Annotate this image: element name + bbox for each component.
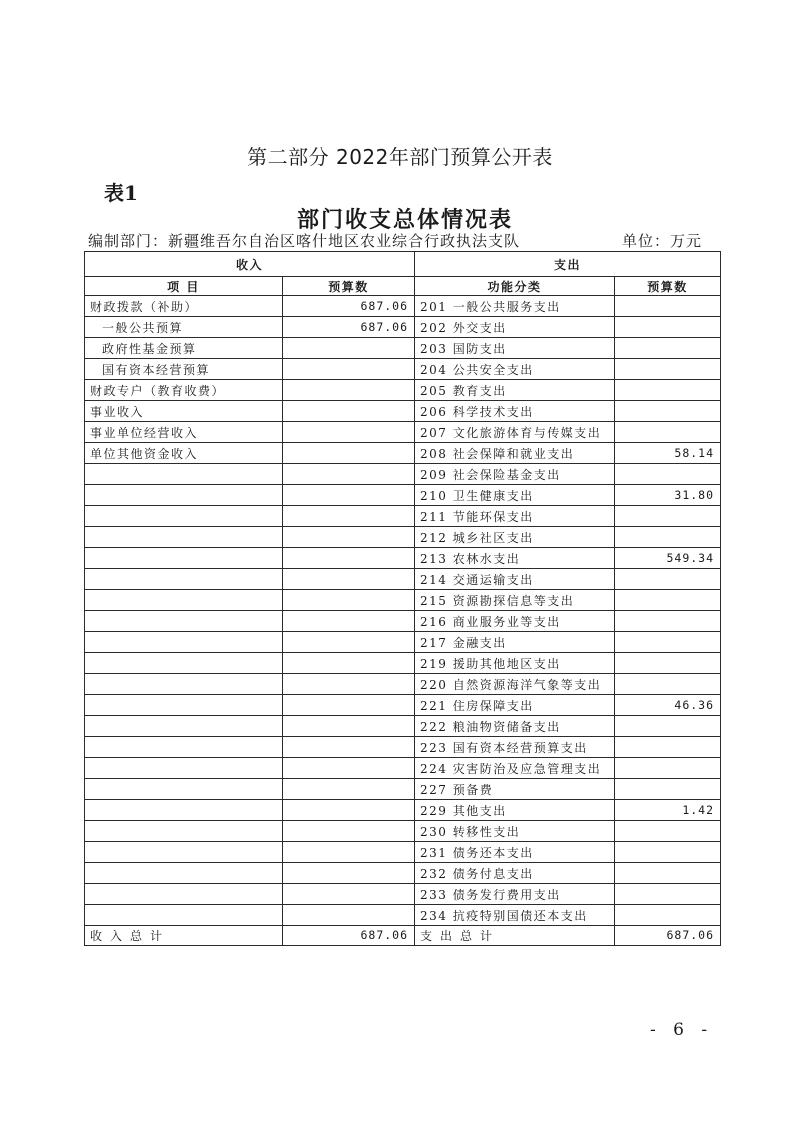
budget-summary-table bbox=[84, 251, 721, 946]
expense-item-value bbox=[615, 359, 721, 380]
table-body bbox=[85, 296, 721, 926]
table-row bbox=[85, 380, 721, 401]
expense-item-value bbox=[615, 569, 721, 590]
expense-item-value bbox=[615, 716, 721, 737]
income-empty-cell bbox=[283, 611, 415, 632]
expense-item-label: 213 农林水支出 bbox=[415, 548, 615, 569]
expense-section-header: 支出 bbox=[415, 252, 721, 277]
income-empty-cell bbox=[85, 884, 283, 905]
income-empty-cell bbox=[283, 737, 415, 758]
expense-item-value bbox=[615, 611, 721, 632]
table-row bbox=[85, 884, 721, 905]
income-empty-cell bbox=[283, 863, 415, 884]
income-empty-cell bbox=[85, 842, 283, 863]
income-empty-cell bbox=[283, 590, 415, 611]
income-item-label: 财政拨款（补助） bbox=[85, 296, 283, 317]
table-row bbox=[85, 590, 721, 611]
income-empty-cell bbox=[283, 674, 415, 695]
income-empty-cell bbox=[85, 821, 283, 842]
expense-item-label: 232 债务付息支出 bbox=[415, 863, 615, 884]
income-item-label: 财政专户（教育收费） bbox=[85, 380, 283, 401]
expense-item-label: 220 自然资源海洋气象等支出 bbox=[415, 674, 615, 695]
expense-item-label: 210 卫生健康支出 bbox=[415, 485, 615, 506]
income-empty-cell bbox=[85, 905, 283, 926]
total-row bbox=[85, 926, 721, 946]
income-empty-cell bbox=[85, 464, 283, 485]
income-total-label: 收入总计 bbox=[85, 926, 283, 946]
income-empty-cell bbox=[85, 653, 283, 674]
income-section-header: 收入 bbox=[85, 252, 415, 277]
income-empty-cell bbox=[85, 863, 283, 884]
income-amount-header: 预算数 bbox=[283, 277, 415, 296]
income-empty-cell bbox=[85, 800, 283, 821]
table-row bbox=[85, 506, 721, 527]
income-item-label: 单位其他资金收入 bbox=[85, 443, 283, 464]
income-item-value bbox=[283, 401, 415, 422]
table-row bbox=[85, 800, 721, 821]
table-row bbox=[85, 422, 721, 443]
expense-item-label: 221 住房保障支出 bbox=[415, 695, 615, 716]
income-empty-cell bbox=[283, 758, 415, 779]
table-row bbox=[85, 779, 721, 800]
expense-item-value bbox=[615, 821, 721, 842]
income-total-value: 687.06 bbox=[283, 926, 415, 946]
compiling-department: 编制部门：新疆维吾尔自治区喀什地区农业综合行政执法支队 bbox=[88, 232, 521, 250]
expense-category-header: 功能分类 bbox=[415, 277, 615, 296]
expense-item-value bbox=[615, 317, 721, 338]
expense-item-label: 231 债务还本支出 bbox=[415, 842, 615, 863]
expense-item-label: 201 一般公共服务支出 bbox=[415, 296, 615, 317]
expense-item-value bbox=[615, 842, 721, 863]
table-row bbox=[85, 695, 721, 716]
expense-item-value: 58.14 bbox=[615, 443, 721, 464]
expense-item-label: 214 交通运输支出 bbox=[415, 569, 615, 590]
expense-item-value: 46.36 bbox=[615, 695, 721, 716]
table-row bbox=[85, 758, 721, 779]
income-empty-cell bbox=[85, 779, 283, 800]
income-empty-cell bbox=[85, 569, 283, 590]
expense-item-value bbox=[615, 737, 721, 758]
expense-item-value bbox=[615, 296, 721, 317]
table-row bbox=[85, 338, 721, 359]
table-row bbox=[85, 863, 721, 884]
expense-item-label: 217 金融支出 bbox=[415, 632, 615, 653]
income-item-value: 687.06 bbox=[283, 317, 415, 338]
expense-item-value bbox=[615, 632, 721, 653]
expense-item-value: 1.42 bbox=[615, 800, 721, 821]
expense-item-label: 230 转移性支出 bbox=[415, 821, 615, 842]
expense-item-label: 223 国有资本经营预算支出 bbox=[415, 737, 615, 758]
expense-item-value bbox=[615, 590, 721, 611]
expense-amount-header: 预算数 bbox=[615, 277, 721, 296]
income-empty-cell bbox=[85, 632, 283, 653]
income-item-value: 687.06 bbox=[283, 296, 415, 317]
income-empty-cell bbox=[85, 548, 283, 569]
income-empty-cell bbox=[283, 779, 415, 800]
income-item-label: 事业收入 bbox=[85, 401, 283, 422]
expense-item-label: 234 抗疫特别国债还本支出 bbox=[415, 905, 615, 926]
income-item-value bbox=[283, 443, 415, 464]
expense-item-value bbox=[615, 905, 721, 926]
income-empty-cell bbox=[85, 527, 283, 548]
income-empty-cell bbox=[283, 548, 415, 569]
income-empty-cell bbox=[85, 590, 283, 611]
expense-item-label: 206 科学技术支出 bbox=[415, 401, 615, 422]
expense-item-label: 202 外交支出 bbox=[415, 317, 615, 338]
expense-item-label: 233 债务发行费用支出 bbox=[415, 884, 615, 905]
income-empty-cell bbox=[283, 506, 415, 527]
expense-item-label: 215 资源勘探信息等支出 bbox=[415, 590, 615, 611]
table-row bbox=[85, 548, 721, 569]
income-empty-cell bbox=[283, 905, 415, 926]
expense-item-label: 207 文化旅游体育与传媒支出 bbox=[415, 422, 615, 443]
section-header-row bbox=[85, 252, 721, 277]
expense-item-label: 219 援助其他地区支出 bbox=[415, 653, 615, 674]
table-row bbox=[85, 842, 721, 863]
income-empty-cell bbox=[283, 569, 415, 590]
expense-item-label: 209 社会保险基金支出 bbox=[415, 464, 615, 485]
expense-item-label: 224 灾害防治及应急管理支出 bbox=[415, 758, 615, 779]
income-empty-cell bbox=[85, 695, 283, 716]
income-empty-cell bbox=[283, 842, 415, 863]
table-row bbox=[85, 905, 721, 926]
expense-total-label: 支出总计 bbox=[415, 926, 615, 946]
expense-item-value bbox=[615, 863, 721, 884]
income-item-label: 一般公共预算 bbox=[85, 317, 283, 338]
income-item-header: 项 目 bbox=[85, 277, 283, 296]
expense-item-label: 229 其他支出 bbox=[415, 800, 615, 821]
table-label: 表1 bbox=[104, 181, 138, 205]
expense-item-label: 212 城乡社区支出 bbox=[415, 527, 615, 548]
expense-item-value bbox=[615, 779, 721, 800]
income-empty-cell bbox=[283, 695, 415, 716]
expense-item-value bbox=[615, 380, 721, 401]
table-row bbox=[85, 485, 721, 506]
income-empty-cell bbox=[283, 632, 415, 653]
page-number: - 6 - bbox=[650, 1020, 714, 1040]
table-row bbox=[85, 527, 721, 548]
income-empty-cell bbox=[283, 716, 415, 737]
expense-item-value bbox=[615, 758, 721, 779]
table-row bbox=[85, 737, 721, 758]
table-row bbox=[85, 821, 721, 842]
income-empty-cell bbox=[283, 800, 415, 821]
expense-item-value bbox=[615, 674, 721, 695]
income-empty-cell bbox=[283, 653, 415, 674]
income-empty-cell bbox=[283, 485, 415, 506]
income-item-value bbox=[283, 359, 415, 380]
table-row bbox=[85, 443, 721, 464]
income-item-value bbox=[283, 380, 415, 401]
table-title: 部门收支总体情况表 bbox=[296, 207, 513, 233]
table-row bbox=[85, 296, 721, 317]
income-empty-cell bbox=[85, 506, 283, 527]
expense-item-value bbox=[615, 338, 721, 359]
income-item-label: 事业单位经营收入 bbox=[85, 422, 283, 443]
expense-item-value bbox=[615, 506, 721, 527]
expense-item-value bbox=[615, 653, 721, 674]
table-row bbox=[85, 611, 721, 632]
table-row bbox=[85, 359, 721, 380]
column-header-row bbox=[85, 277, 721, 296]
table-row bbox=[85, 674, 721, 695]
income-empty-cell bbox=[283, 821, 415, 842]
income-empty-cell bbox=[85, 485, 283, 506]
expense-item-value bbox=[615, 401, 721, 422]
expense-item-label: 203 国防支出 bbox=[415, 338, 615, 359]
expense-item-value bbox=[615, 884, 721, 905]
income-empty-cell bbox=[85, 737, 283, 758]
part-title: 第二部分 2022年部门预算公开表 bbox=[247, 145, 553, 169]
table-row bbox=[85, 653, 721, 674]
income-empty-cell bbox=[283, 527, 415, 548]
expense-item-value bbox=[615, 527, 721, 548]
expense-item-label: 205 教育支出 bbox=[415, 380, 615, 401]
income-empty-cell bbox=[85, 758, 283, 779]
expense-item-label: 227 预备费 bbox=[415, 779, 615, 800]
expense-item-value bbox=[615, 464, 721, 485]
expense-item-value: 31.80 bbox=[615, 485, 721, 506]
table-row bbox=[85, 317, 721, 338]
expense-item-label: 222 粮油物资储备支出 bbox=[415, 716, 615, 737]
expense-item-value bbox=[615, 422, 721, 443]
expense-item-label: 211 节能环保支出 bbox=[415, 506, 615, 527]
expense-item-label: 204 公共安全支出 bbox=[415, 359, 615, 380]
income-empty-cell bbox=[85, 674, 283, 695]
table-row bbox=[85, 632, 721, 653]
income-item-label: 国有资本经营预算 bbox=[85, 359, 283, 380]
income-item-value bbox=[283, 422, 415, 443]
income-item-value bbox=[283, 338, 415, 359]
table-row bbox=[85, 716, 721, 737]
income-empty-cell bbox=[283, 464, 415, 485]
unit-label: 单位：万元 bbox=[622, 232, 703, 250]
table-row bbox=[85, 464, 721, 485]
table-row bbox=[85, 401, 721, 422]
income-item-label: 政府性基金预算 bbox=[85, 338, 283, 359]
income-empty-cell bbox=[283, 884, 415, 905]
income-empty-cell bbox=[85, 611, 283, 632]
expense-item-value: 549.34 bbox=[615, 548, 721, 569]
expense-item-label: 208 社会保障和就业支出 bbox=[415, 443, 615, 464]
income-empty-cell bbox=[85, 716, 283, 737]
expense-total-value: 687.06 bbox=[615, 926, 721, 946]
table-row bbox=[85, 569, 721, 590]
expense-item-label: 216 商业服务业等支出 bbox=[415, 611, 615, 632]
